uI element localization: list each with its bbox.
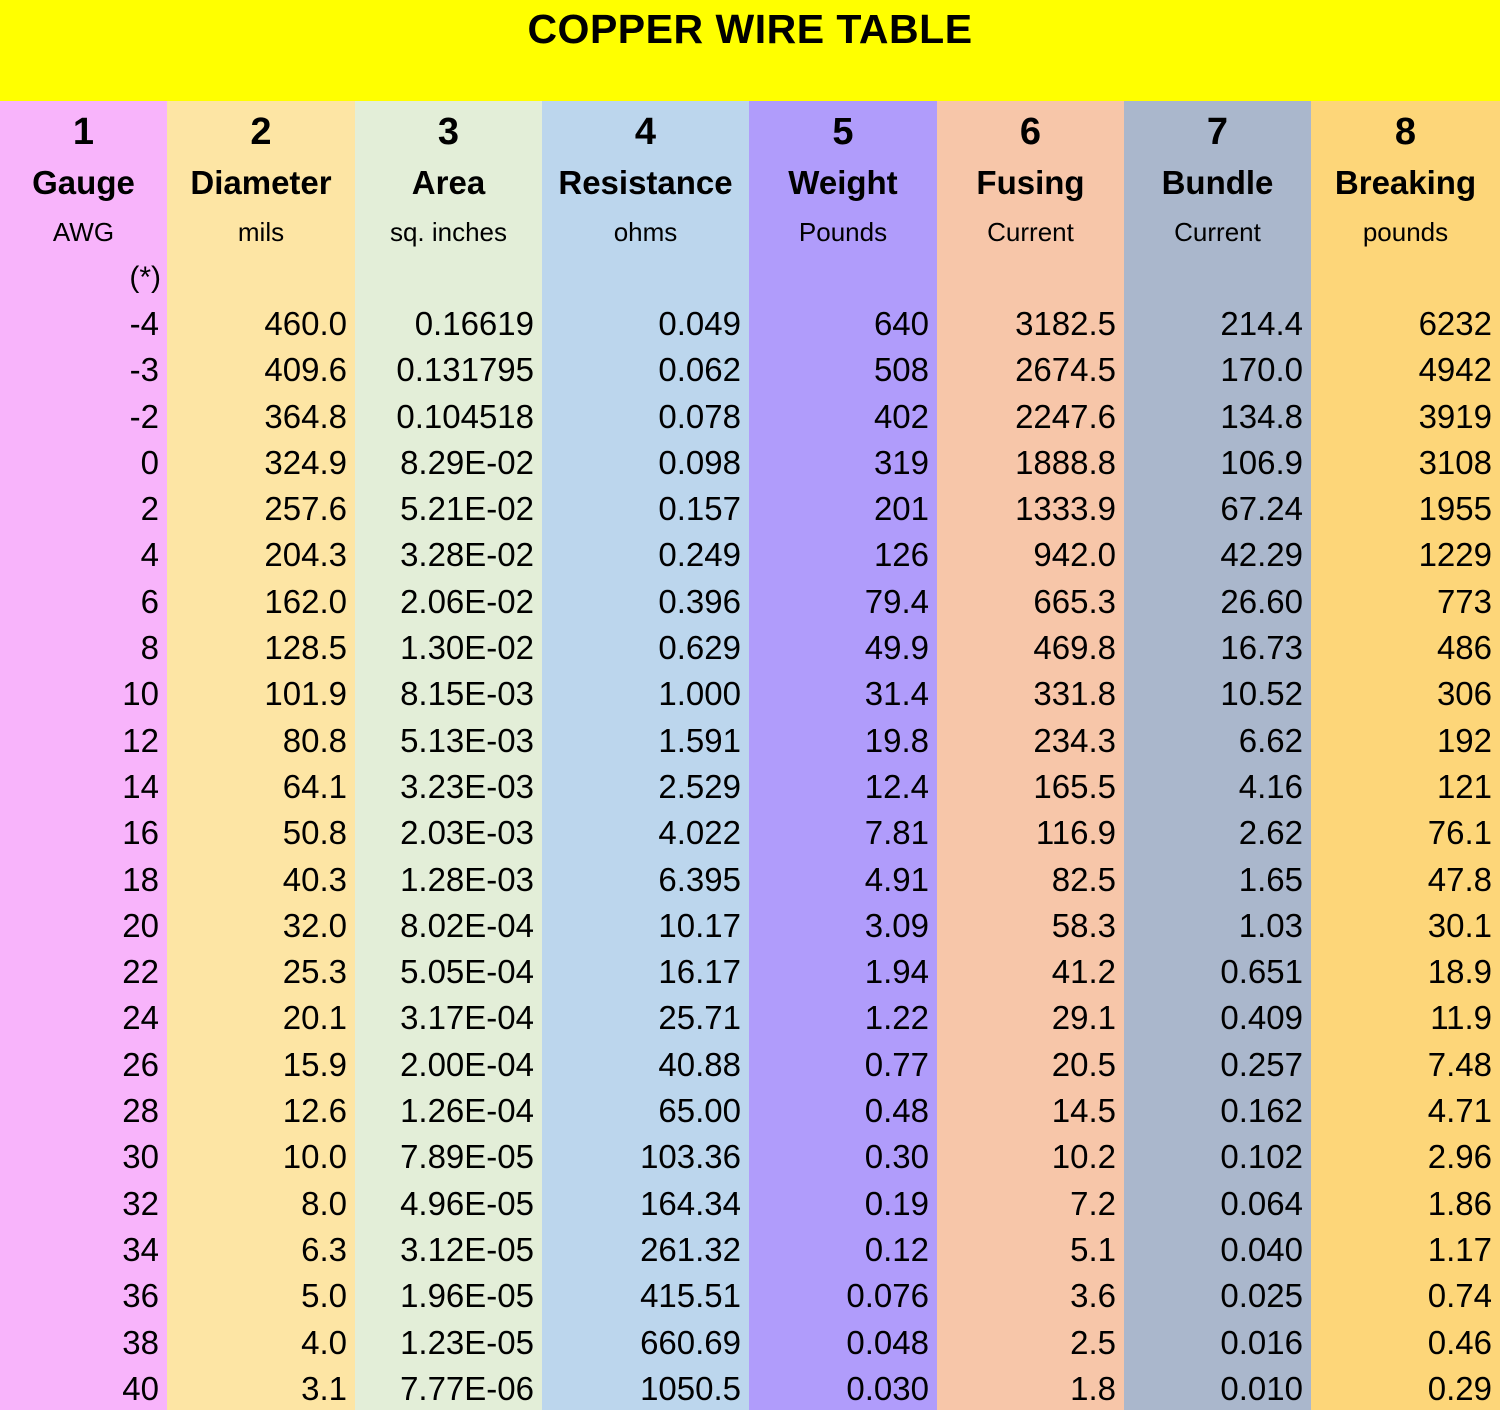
table-cell: 1955	[1418, 490, 1492, 528]
table-cell: 2.03E-03	[400, 814, 534, 852]
table-cell: 0.257	[1220, 1045, 1303, 1083]
table-cell: 3.28E-02	[400, 536, 534, 574]
table-cell: 6.395	[658, 860, 741, 898]
table-cell: 103.36	[640, 1138, 741, 1176]
table-cell: 0.249	[658, 536, 741, 574]
table-cell: 1333.9	[1015, 490, 1116, 528]
table-cell: 3182.5	[1015, 305, 1116, 342]
table-cell: 665.3	[1033, 582, 1116, 620]
table-cell: 2.96	[1427, 1138, 1492, 1176]
table-cell: 0.629	[658, 629, 741, 667]
table-cell: 3.12E-05	[400, 1230, 534, 1268]
table-cell: 261.32	[640, 1230, 741, 1268]
column-number: 3	[437, 111, 460, 153]
table-cell: 164.34	[640, 1184, 741, 1222]
table-cell: 10.2	[1051, 1138, 1116, 1176]
table-cell: 204.3	[264, 536, 347, 574]
column-header: Fusing	[976, 164, 1085, 201]
column-unit: pounds	[1362, 217, 1449, 247]
column-cells	[167, 301, 355, 1410]
table-cell: 5.21E-02	[400, 490, 534, 528]
table-cell: 1.8	[1070, 1369, 1116, 1407]
table-cell: 4.96E-05	[400, 1184, 534, 1222]
table-cell: -3	[129, 351, 159, 389]
table-cell: 0.29	[1427, 1369, 1492, 1407]
table-cell: 6	[140, 582, 159, 620]
table-cell: 7.2	[1070, 1184, 1116, 1222]
table-cell: 3919	[1418, 397, 1492, 435]
table-cell: 30.1	[1427, 906, 1492, 944]
table-cell: 12.6	[282, 1092, 347, 1130]
column-number: 4	[634, 111, 657, 153]
table-cell: 1.591	[658, 721, 741, 759]
table-cell: 116.9	[1035, 814, 1116, 852]
table-cell: 19.8	[864, 721, 929, 759]
table-cell: 1.000	[658, 675, 741, 713]
table-cell: 7.89E-05	[400, 1138, 534, 1176]
table-cell: 1.23E-05	[400, 1323, 534, 1361]
table-cell: 0	[140, 443, 159, 481]
table-cell: 0.30	[864, 1138, 929, 1176]
column-unit: Current	[1174, 217, 1261, 247]
table-cell: 4.91	[864, 860, 929, 898]
table-cell: 1.22	[864, 999, 929, 1037]
column-number: 1	[72, 111, 95, 153]
table-cell: 4942	[1418, 351, 1492, 389]
table-cell: 40.88	[658, 1045, 741, 1083]
table-cell: 50.8	[282, 814, 347, 852]
column-number: 5	[832, 111, 854, 153]
table-cell: 20.1	[282, 999, 347, 1037]
table-cell: 18	[122, 860, 159, 898]
table-cell: 0.064	[1220, 1184, 1303, 1222]
table-cell: 0.48	[864, 1092, 929, 1130]
table-cell: 1.96E-05	[400, 1277, 534, 1315]
table-cell: 12.4	[864, 767, 929, 805]
table-cell: 162.0	[264, 582, 347, 620]
table-cell: 660.69	[640, 1323, 741, 1361]
table-cell: 0.651	[1220, 953, 1303, 991]
column-cells	[749, 301, 937, 1410]
table-cell: 0.162	[1220, 1092, 1303, 1130]
table-cell: 67.24	[1220, 490, 1303, 528]
table-cell: 76.1	[1427, 814, 1492, 852]
table-cell: 3108	[1418, 443, 1492, 481]
column-breaking	[1311, 101, 1500, 1410]
table-cell: 126	[873, 536, 929, 574]
column-bundle	[1124, 101, 1311, 1410]
table-cell: 0.048	[846, 1323, 929, 1361]
table-cell: 3.6	[1070, 1277, 1116, 1315]
table-cell: 5.13E-03	[400, 721, 534, 759]
table-cell: 2	[140, 490, 159, 528]
table-cell: 4.022	[658, 814, 741, 852]
column-number: 8	[1394, 111, 1417, 153]
table-cell: 306	[1436, 675, 1492, 713]
table-cell: 40.3	[282, 860, 347, 898]
table-cell: 7.81	[864, 814, 929, 852]
table-cell: 5.0	[301, 1277, 347, 1315]
table-cell: 16.73	[1220, 629, 1303, 667]
title-bar	[0, 0, 1500, 101]
table-cell: 80.8	[282, 721, 347, 759]
column-fusing	[937, 101, 1124, 1410]
table-cell: 5.1	[1070, 1230, 1116, 1268]
column-header: Diameter	[190, 164, 332, 201]
column-note: (*)	[129, 261, 161, 294]
column-cells	[355, 301, 542, 1410]
table-cell: 2247.6	[1015, 397, 1116, 435]
table-cell: 1.17	[1427, 1230, 1492, 1268]
table-cell: 460.0	[264, 305, 347, 342]
table-cell: 0.030	[846, 1369, 929, 1407]
table-cell: 79.4	[864, 582, 929, 620]
column-unit: sq. inches	[389, 217, 508, 247]
table-cell: 32.0	[282, 906, 347, 944]
table-cell: 3.1	[301, 1369, 347, 1407]
table-cell: 26.60	[1220, 582, 1303, 620]
table-cell: 15.9	[282, 1045, 347, 1083]
table-cell: 7.77E-06	[400, 1369, 534, 1407]
table-cell: 8.02E-04	[400, 906, 534, 944]
column-unit: AWG	[52, 217, 115, 247]
table-cell: 10	[122, 675, 159, 713]
table-cell: 1.94	[864, 953, 929, 991]
column-gauge	[0, 101, 167, 1410]
table-cell: 12	[122, 721, 159, 759]
table-cell: 25.71	[658, 999, 741, 1037]
table-cell: 34	[122, 1230, 159, 1268]
table-cell: 11.9	[1430, 999, 1492, 1037]
column-cells	[1311, 301, 1500, 1410]
table-cell: 65.00	[658, 1092, 741, 1130]
table-cell: 64.1	[282, 767, 347, 805]
table-cell: 469.8	[1033, 629, 1116, 667]
column-unit: mils	[237, 217, 285, 247]
table-cell: 508	[873, 351, 929, 389]
table-cell: 1229	[1418, 536, 1492, 574]
table-cell: 0.19	[864, 1184, 929, 1222]
table-cell: 0.102	[1220, 1138, 1303, 1176]
table-cell: 82.5	[1051, 860, 1116, 898]
table-cell: 22	[122, 953, 159, 991]
table-cell: 38	[122, 1323, 159, 1361]
table-cell: 28	[122, 1092, 159, 1130]
column-cells	[1124, 301, 1311, 1410]
column-number: 7	[1206, 111, 1229, 153]
table-cell: 2.00E-04	[400, 1045, 534, 1083]
column-cells	[937, 301, 1124, 1410]
table-cell: 16.17	[658, 953, 741, 991]
column-header: Area	[411, 164, 486, 201]
table-cell: 20.5	[1051, 1045, 1116, 1083]
column-number: 2	[250, 111, 272, 153]
table-title: COPPER WIRE TABLE	[527, 6, 973, 52]
table-cell: 486	[1436, 629, 1492, 667]
table-cell: 42.29	[1220, 536, 1303, 574]
table-cell: 1888.8	[1015, 443, 1116, 481]
table-cell: 0.078	[658, 397, 741, 435]
table-cell: 36	[122, 1277, 159, 1315]
table-cell: 24	[122, 999, 159, 1037]
column-header: Weight	[788, 164, 898, 201]
table-cell: 1.86	[1427, 1184, 1492, 1222]
table-cell: 1.28E-03	[400, 860, 534, 898]
table-cell: 6.62	[1238, 721, 1303, 759]
table-cell: 214.4	[1220, 305, 1303, 342]
table-cell: 10.52	[1220, 675, 1303, 713]
table-cell: 415.51	[640, 1277, 741, 1315]
table-cell: 10.17	[658, 906, 741, 944]
table-cell: 0.74	[1427, 1277, 1492, 1315]
table-cell: 121	[1436, 767, 1492, 805]
table-cell: 6.3	[301, 1230, 347, 1268]
column-area	[355, 101, 542, 1410]
column-cells	[542, 301, 749, 1410]
table-cell: 773	[1436, 582, 1492, 620]
table-cell: 128.5	[264, 629, 347, 667]
column-number: 6	[1019, 111, 1042, 153]
table-cell: 0.062	[658, 351, 741, 389]
table-cell: 14.5	[1051, 1092, 1116, 1130]
table-cell: 1.30E-02	[400, 629, 534, 667]
table-cell: 170.0	[1220, 351, 1303, 389]
table-cell: 201	[873, 490, 929, 528]
table-cell: 0.049	[658, 305, 741, 342]
table-cell: 41.2	[1051, 953, 1116, 991]
table-cell: 31.4	[864, 675, 929, 713]
table-cell: 0.076	[846, 1277, 929, 1315]
table-cell: 1050.5	[640, 1369, 741, 1407]
table-cell: 18.9	[1427, 953, 1492, 991]
table-cell: 4.16	[1238, 767, 1303, 805]
table-cell: 8.15E-03	[400, 675, 534, 713]
table-cell: 26	[122, 1045, 159, 1083]
table-cell: 49.9	[864, 629, 929, 667]
table-cell: 16	[122, 814, 159, 852]
table-cell: 234.3	[1033, 721, 1116, 759]
table-cell: 402	[873, 397, 929, 435]
table-cell: 409.6	[264, 351, 347, 389]
table-cell: 364.8	[264, 397, 347, 435]
table-cell: 4.71	[1427, 1092, 1492, 1130]
table-cell: 165.5	[1033, 767, 1116, 805]
table-cell: 0.12	[864, 1230, 929, 1268]
table-cell: 2.529	[658, 767, 741, 805]
table-cell: 4.0	[301, 1323, 347, 1361]
table-cell: 14	[122, 767, 159, 805]
column-diameter	[167, 101, 355, 1410]
table-cell: 0.16619	[414, 305, 534, 342]
table-cell: 1.26E-04	[400, 1092, 534, 1130]
table-cell: 0.131795	[396, 351, 534, 389]
table-cell: 20	[122, 906, 159, 944]
column-weight	[749, 101, 937, 1410]
table-cell: 40	[122, 1369, 159, 1407]
column-unit: Pounds	[798, 217, 888, 247]
table-cell: 29.1	[1051, 999, 1116, 1037]
column-cells	[0, 301, 167, 1410]
table-cell: 5.05E-04	[400, 953, 534, 991]
table-cell: 8	[140, 629, 159, 667]
table-cell: 0.040	[1220, 1230, 1303, 1268]
table-cell: 0.396	[658, 582, 741, 620]
table-cell: 324.9	[264, 443, 347, 481]
table-cell: 0.46	[1427, 1323, 1492, 1361]
table-cell: 8.0	[301, 1184, 347, 1222]
table-cell: 106.9	[1220, 443, 1303, 481]
table-cell: -2	[129, 397, 159, 435]
table-cell: 0.157	[658, 490, 741, 528]
table-cell: 134.8	[1220, 397, 1303, 435]
table-cell: 10.0	[282, 1138, 347, 1176]
table-cell: 6232	[1418, 305, 1492, 342]
table-cell: 0.098	[658, 443, 741, 481]
table-cell: 101.9	[264, 675, 347, 713]
table-cell: 0.77	[864, 1045, 929, 1083]
table-cell: 331.8	[1033, 675, 1116, 713]
table-cell: -4	[129, 305, 159, 342]
table-cell: 2.5	[1070, 1323, 1116, 1361]
table-cell: 3.23E-03	[400, 767, 534, 805]
table-cell: 1.65	[1238, 860, 1303, 898]
table-cell: 30	[122, 1138, 159, 1176]
table-cell: 3.09	[864, 906, 929, 944]
column-header: Breaking	[1334, 164, 1477, 201]
table-cell: 2.06E-02	[400, 582, 534, 620]
column-unit: Current	[987, 217, 1074, 247]
table-cell: 8.29E-02	[400, 443, 534, 481]
table-cell: 0.104518	[396, 397, 534, 435]
column-header: Bundle	[1161, 164, 1274, 201]
table-cell: 0.409	[1220, 999, 1303, 1037]
table-cell: 32	[122, 1184, 159, 1222]
column-header: Gauge	[32, 164, 135, 201]
table-cell: 25.3	[282, 953, 347, 991]
table-cell: 0.025	[1220, 1277, 1303, 1315]
column-unit: ohms	[613, 217, 678, 247]
table-cell: 4	[140, 536, 159, 574]
table-cell: 1.03	[1238, 906, 1303, 944]
table-cell: 192	[1436, 721, 1492, 759]
table-cell: 7.48	[1427, 1045, 1492, 1083]
table-cell: 0.016	[1220, 1323, 1303, 1361]
column-resistance	[542, 101, 749, 1410]
table-cell: 58.3	[1051, 906, 1116, 944]
table-cell: 640	[873, 305, 929, 342]
table-cell: 942.0	[1033, 536, 1116, 574]
table-cell: 3.17E-04	[400, 999, 534, 1037]
table-cell: 257.6	[264, 490, 347, 528]
table-cell: 0.010	[1220, 1369, 1303, 1407]
column-header: Resistance	[558, 164, 733, 201]
table-cell: 47.8	[1427, 860, 1492, 898]
table-cell: 2.62	[1238, 814, 1303, 852]
table-cell: 2674.5	[1015, 351, 1116, 389]
table-cell: 319	[873, 443, 929, 481]
